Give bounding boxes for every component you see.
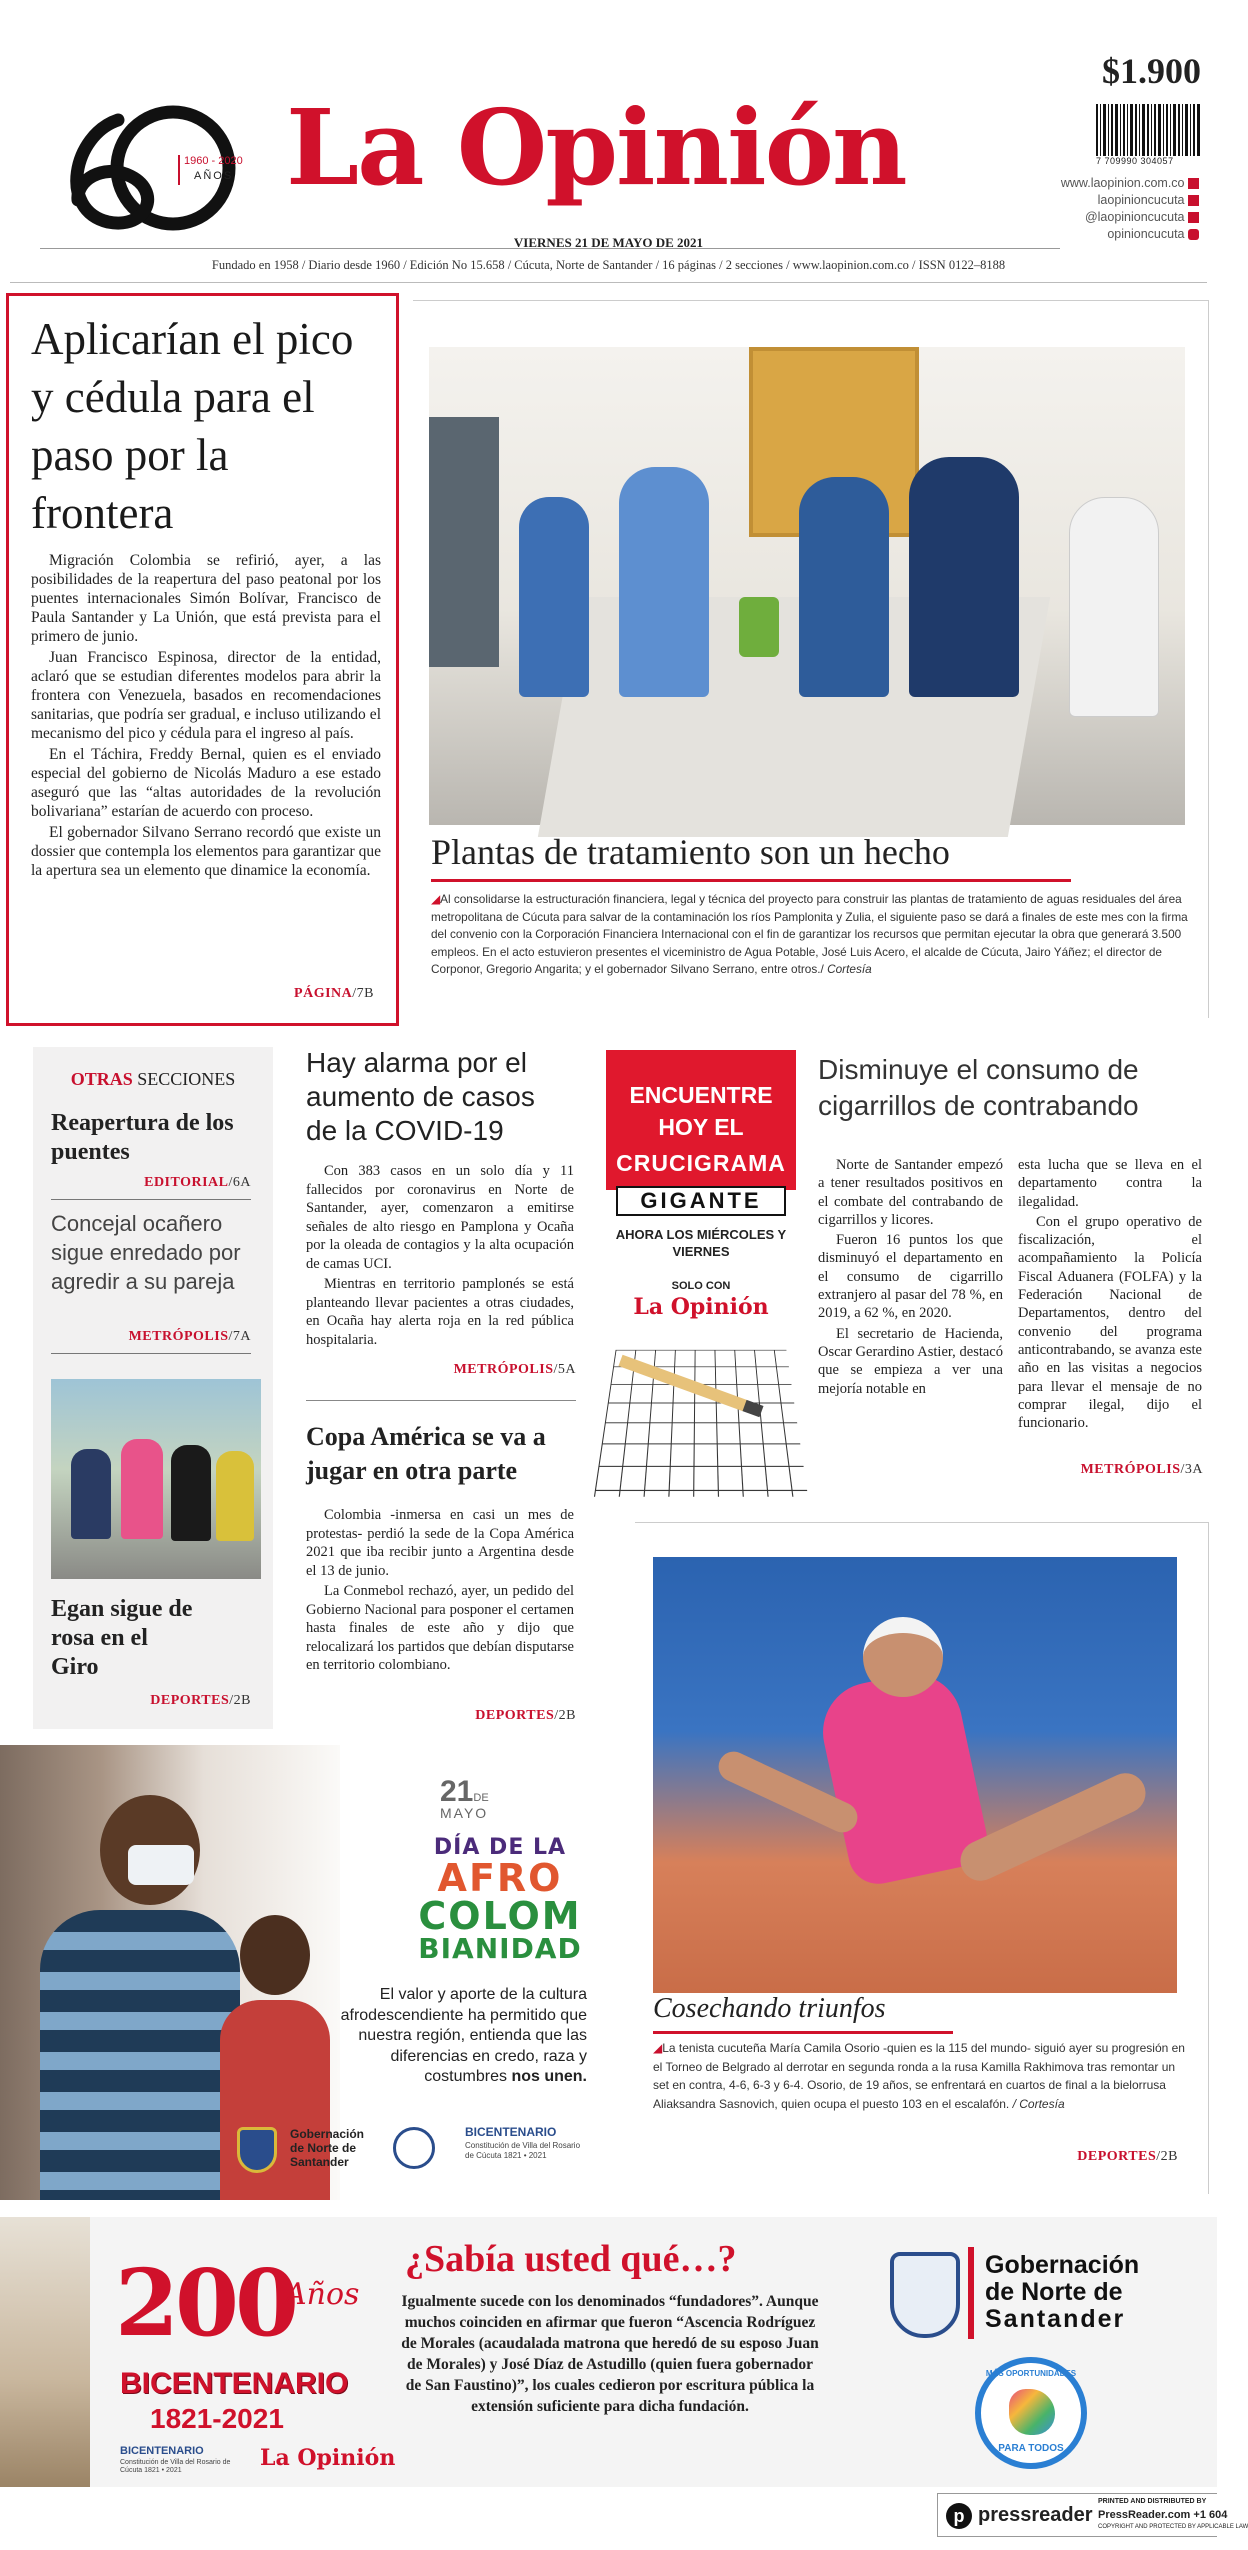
masthead-rule-2 xyxy=(10,282,1207,283)
gob-red-bar xyxy=(968,2247,974,2339)
plants-caption: ◢Al consolidarse la estructuración financiera, legal y técnica del proyecto para construir las plantas de tratamiento de aguas residuales del área metropolitana de Cúcuta para salvar de la contaminación los ríos Pamplonita y Zulia, el siguiente paso se dará a finales de este mes con la firma del convenio con la Corporación Financiera Internacional con el fin de garantizar los recursos que permitan ejecutar la obra que generará 3.500 empleos. En el acto estuvieron presentes el viceministro de Agua Potable, José Luis Acero, el alcalde de Cúcuta, Jairo Yáñez; el director de Corponor, Gregorio Angarita; y el gobernador Silvano Serrano, entre otros./ Cortesía xyxy=(431,892,1188,976)
copa-story xyxy=(306,1420,576,1730)
newspaper-title[interactable]: La Opinión xyxy=(286,86,906,209)
bicentenario-anos: Años xyxy=(285,2277,360,2312)
cigarettes-paragraph: Norte de Santander empezó a tener resultados positivos en el combate del contrabando de cigarrillos y licores. xyxy=(818,1157,1003,1228)
lead-page-ref[interactable]: PÁGINA/7B xyxy=(294,986,374,1001)
sabia-text: Igualmente sucede con los denominados “fundadores”. Aunque muchos coinciden en afirmar que fueron “Ascencia Rodríguez de Morales (acaudalada matrona que heredó de su esposo Juan de Morales) y José Díaz de Astudillo (quien fuera gobernador de San Faustino)”, los cuales cedieron por escritura pública la extensión suficiente para dicha fundación. xyxy=(401,2293,819,2415)
other-item-ref[interactable]: DEPORTES/2B xyxy=(150,1693,251,1708)
barcode xyxy=(1096,104,1202,166)
afro-bicent-sub: Constitución de Villa del Rosario de Cúcuta 1821 • 2021 xyxy=(465,2141,581,2160)
cigarettes-story xyxy=(818,1052,1203,1482)
small-bicentenario-sub: Constitución de Villa del Rosario de Cúcuta 1821 • 2021 xyxy=(120,2459,231,2474)
pressreader-brand: pressreader xyxy=(978,2504,1093,2526)
cigarettes-ref[interactable]: METRÓPOLIS/3A xyxy=(1080,1462,1203,1477)
cigarettes-col1 xyxy=(818,1156,1003,1400)
person xyxy=(519,497,589,697)
pressreader-icon: p xyxy=(946,2503,972,2529)
other-item-headline[interactable]: Egan sigue de rosa en el Giro xyxy=(51,1596,193,1680)
church-photo xyxy=(0,2217,90,2487)
lead-paragraph: Migración Colombia se refirió, ayer, a las posibilidades de la reapertura del paso peatonal por los puentes internacionales Simón Bolívar, Francisco de Paula Santander y La Unión, que está prevista para el primero de junio. xyxy=(31,552,381,645)
barcode-number: 7 709990 304057 xyxy=(1096,156,1174,166)
boy-shirt xyxy=(220,2000,330,2200)
player-head xyxy=(863,1617,943,1697)
lead-paragraph: El gobernador Silvano Serrano recordó que existe un dossier que contempla los elementos para garantizar que la apertura sea un elemento que dinamice la economía. xyxy=(31,824,381,879)
cigarettes-paragraph: Con el grupo operativo de fiscalización, el acompañamiento la Policía Fiscal Aduanera (FOLFA) y la Federación Nacional de Departamentos, dentro del convenio del programa anticontrabando, se avanza este año en las visitas a negocios para llevar el mensaje de no comprar ilegal, dijo el funcionario. xyxy=(1018,1213,1202,1432)
crossword-grid xyxy=(594,1350,808,1497)
afro-title-2: AFRO xyxy=(437,1856,563,1900)
lead-paragraph: Juan Francisco Espinosa, director de la entidad, aclaró que se estudian diferentes modelos para abrir la frontera con Venezuela, basados en recomendaciones sanitarias, que podría ser gradual, e incluso utilizando el mecanismo del pico y cédula para el ingreso al país. xyxy=(31,649,381,742)
small-bicentenario: BICENTENARIO xyxy=(120,2445,204,2457)
gob-shield-icon xyxy=(237,2127,277,2173)
social-links xyxy=(1061,175,1199,243)
face-mask xyxy=(128,1845,194,1885)
copa-headline[interactable]: Copa América se va a jugar en otra parte xyxy=(306,1422,546,1485)
bicentenario-200: 200 xyxy=(115,2249,296,2357)
gob-name: Gobernación de Norte de Santander xyxy=(985,2251,1140,2333)
afro-text: El valor y aporte de la cultura afrodescendiente ha permitido que nuestra región, entienda que las diferencias en credo, raza y costumbres nos unen. xyxy=(340,1986,587,2085)
divider xyxy=(51,1353,251,1354)
logo-anos: AÑOS xyxy=(194,170,234,182)
lead-story-box xyxy=(6,293,399,1026)
other-item-ref[interactable]: EDITORIAL/6A xyxy=(144,1175,251,1190)
afro-date xyxy=(440,1775,489,1821)
sabia-banner[interactable] xyxy=(0,2217,1217,2487)
person xyxy=(619,467,709,697)
masthead xyxy=(0,0,1217,300)
pressreader-line2: PressReader.com +1 604 xyxy=(1098,2509,1228,2521)
giro-photo xyxy=(51,1379,261,1579)
tennis-headline[interactable]: Cosechando triunfos xyxy=(653,1993,886,2024)
anniversary-logo xyxy=(48,100,258,235)
afro-bicentenario: BICENTENARIO xyxy=(465,2125,557,2139)
cigarettes-col2 xyxy=(1018,1156,1202,1434)
twitter-icon xyxy=(1188,212,1199,223)
map-icon xyxy=(1009,2389,1055,2435)
crossword-only: SOLO CON xyxy=(671,1280,731,1292)
tennis-photo xyxy=(653,1557,1177,1993)
sabia-question: ¿Sabía usted qué…? xyxy=(405,2238,737,2280)
copa-paragraph: La Conmebol rechazó, ayer, un pedido del Gobierno Nacional para posponer el certamen hasta finales de este año y dijo que relocalizará los partidos que debían disputarse en territorio colombiano. xyxy=(306,1583,574,1673)
tennis-story xyxy=(635,1522,1209,2194)
photo-credit: / Cortesía xyxy=(1012,2096,1065,2111)
afro-ad[interactable] xyxy=(0,1745,612,2200)
plants-headline[interactable]: Plantas de tratamiento son un hecho xyxy=(431,832,950,872)
cyclist xyxy=(121,1439,163,1539)
cigarettes-paragraph: El secretario de Hacienda, Oscar Gerardino Astier, destacó que se empieza a ver una mejoría notable en xyxy=(818,1325,1003,1397)
web-icon xyxy=(1188,178,1199,189)
crossword-brand: La Opinión xyxy=(633,1294,769,1320)
afro-photo xyxy=(0,1745,340,2200)
oportunidades-badge xyxy=(975,2357,1087,2469)
cyclist xyxy=(216,1451,254,1541)
copa-paragraph: Colombia -inmersa en casi un mes de protestas- perdió la sede de la Copa América 2021 que iba recibir junto a Argentina desde el 13 de junio. xyxy=(306,1507,574,1579)
covid-story xyxy=(306,1046,576,1396)
pressreader-line1: PRINTED AND DISTRIBUTED BY xyxy=(1098,2498,1207,2505)
photo-credit: Cortesía xyxy=(827,962,872,976)
cyclist xyxy=(171,1445,211,1541)
seal-icon xyxy=(393,2127,435,2169)
copa-ref[interactable]: DEPORTES/2B xyxy=(475,1708,576,1723)
facebook-icon xyxy=(1188,195,1199,206)
boy-head xyxy=(240,1915,310,1995)
gob-emblem-icon xyxy=(890,2252,960,2338)
person xyxy=(909,457,1019,697)
afro-date-month: MAYO xyxy=(440,1805,489,1821)
cigarettes-paragraph: esta lucha que se lleva en el departamento contra la ilegalidad. xyxy=(1018,1157,1202,1210)
afro-title-3: COLOM xyxy=(418,1894,582,1938)
afro-title-1: DÍA DE LA xyxy=(433,1835,567,1860)
caption-marker: ◢ xyxy=(653,2041,663,2055)
covid-ref[interactable]: METRÓPOLIS/5A xyxy=(453,1362,576,1377)
issue-date: VIERNES 21 DE MAYO DE 2021 xyxy=(513,235,704,250)
bicentenario-years: 1821-2021 xyxy=(150,2403,284,2434)
logo-years: 1960 - 2020 xyxy=(184,155,243,167)
afro-gob: Gobernación de Norte de Santander xyxy=(290,2127,365,2169)
link-twitter[interactable]: @laopinioncucuta xyxy=(1061,209,1199,226)
sabia-brand: La Opinión xyxy=(260,2445,396,2471)
other-sections xyxy=(33,1047,273,1729)
person xyxy=(799,477,889,697)
woman-shirt xyxy=(40,1910,240,2200)
divider xyxy=(306,1400,576,1401)
other-item-ref[interactable]: METRÓPOLIS/7A xyxy=(128,1329,251,1344)
cyclist xyxy=(71,1449,111,1539)
covid-body xyxy=(306,1162,574,1351)
tennis-ref[interactable]: DEPORTES/2B xyxy=(1077,2149,1178,2164)
plants-story xyxy=(413,300,1209,1018)
link-instagram[interactable]: opinioncucuta xyxy=(1061,226,1199,243)
badge-top: MÁS OPORTUNIDADES xyxy=(985,2369,1077,2378)
link-web[interactable]: www.laopinion.com.co xyxy=(1061,175,1199,192)
tennis-caption: ◢La tenista cucuteña María Camila Osorio -quien es la 115 del mundo- siguió ayer su progresión en el Torneo de Belgrado al derrotar en segunda ronda a la rusa Kamilla Rakhimova tras remontar un set en contra, 4-6, 6-3 y 6-4. Osorio, de 19 años, se enfrentará en cuartos de final a la bielorrusa Aliaksandra Sasnovich, quien ocupa el puesto 103 en el escalafón. / Cortesía xyxy=(653,2041,1185,2111)
covid-paragraph: Con 383 casos en un solo día y 11 fallecidos por coronavirus en Norte de Santander, ayer, comenzaron a emitirse señales de alto riesgo en Pamplona y Ocaña por la oleada de contagios y la alta ocupación de camas UCI. xyxy=(306,1163,574,1272)
crossword-word2: GIGANTE xyxy=(616,1186,786,1216)
plant xyxy=(739,597,779,657)
crossword-word1: CRUCIGRAMA xyxy=(616,1150,786,1176)
badge-bottom: PARA TODOS xyxy=(998,2443,1064,2454)
pressreader-line3: COPYRIGHT AND PROTECTED BY APPLICABLE LAW xyxy=(1098,2524,1248,2530)
covid-headline[interactable]: Hay alarma por el aumento de casos de la COVID-19 xyxy=(306,1047,535,1146)
sixty-years-icon xyxy=(48,100,258,235)
plants-photo xyxy=(429,347,1185,825)
plants-rule xyxy=(431,879,1071,882)
price: $1.900 xyxy=(1102,51,1201,91)
crossword-line2: HOY EL xyxy=(658,1114,744,1140)
afro-title xyxy=(395,1837,605,1963)
covid-paragraph: Mientras en territorio pamplonés se está planteando llevar pacientes a otras ciudades, en Ocaña hay alerta roja en la red pública hospitalaria. xyxy=(306,1276,574,1348)
link-facebook[interactable]: laopinioncucuta xyxy=(1061,192,1199,209)
lead-body xyxy=(31,551,381,882)
other-item-headline[interactable]: Concejal ocañero sigue enredado por agredir a su pareja xyxy=(51,1211,241,1294)
afro-title-4: BIANIDAD xyxy=(418,1932,582,1965)
crossword-ad[interactable] xyxy=(606,1050,796,1495)
copa-body xyxy=(306,1506,574,1677)
crossword-line1: ENCUENTRE xyxy=(629,1082,773,1108)
person xyxy=(1069,497,1159,717)
other-sections-title: OTRAS SECCIONES xyxy=(70,1069,236,1089)
cigarettes-headline[interactable]: Disminuye el consumo de cigarrillos de contrabando xyxy=(818,1054,1139,1121)
other-item-headline[interactable]: Reapertura de los puentes xyxy=(51,1110,234,1165)
tennis-rule xyxy=(653,2031,953,2034)
afro-date-de: DE xyxy=(473,1792,489,1804)
afro-date-num: 21 xyxy=(440,1775,474,1808)
shelf xyxy=(429,417,499,667)
divider xyxy=(51,1199,251,1200)
issue-info: Fundado en 1958 / Diario desde 1960 / Edición No 15.658 / Cúcuta, Norte de Santander / 16 páginas / 2 secciones / www.laopinion.com.co / ISSN 0122–8188 xyxy=(211,258,1006,272)
barcode-icon xyxy=(1096,104,1202,156)
caption-marker: ◢ xyxy=(431,892,441,906)
cigarettes-paragraph: Fueron 16 puntos los que disminuyó el departamento en el consumo de cigarrillo extranjero al pasar del 78 %, en 2019, a 62 %, en 2020. xyxy=(818,1232,1003,1322)
lead-paragraph: En el Táchira, Freddy Bernal, quien es el enviado especial del gobierno de Nicolás Maduro a ese estado aseguró que las “altas autoridades de la revolución bolivariana” estarían de acuerdo con proceso. xyxy=(31,746,381,820)
pressreader-footer[interactable] xyxy=(937,2493,1248,2537)
bicentenario-word: BICENTENARIO xyxy=(120,2367,349,2400)
crossword-days: AHORA LOS MIÉRCOLES Y VIERNES xyxy=(615,1227,787,1259)
lead-headline[interactable]: Aplicarían el pico y cédula para el paso por la frontera xyxy=(31,314,354,538)
